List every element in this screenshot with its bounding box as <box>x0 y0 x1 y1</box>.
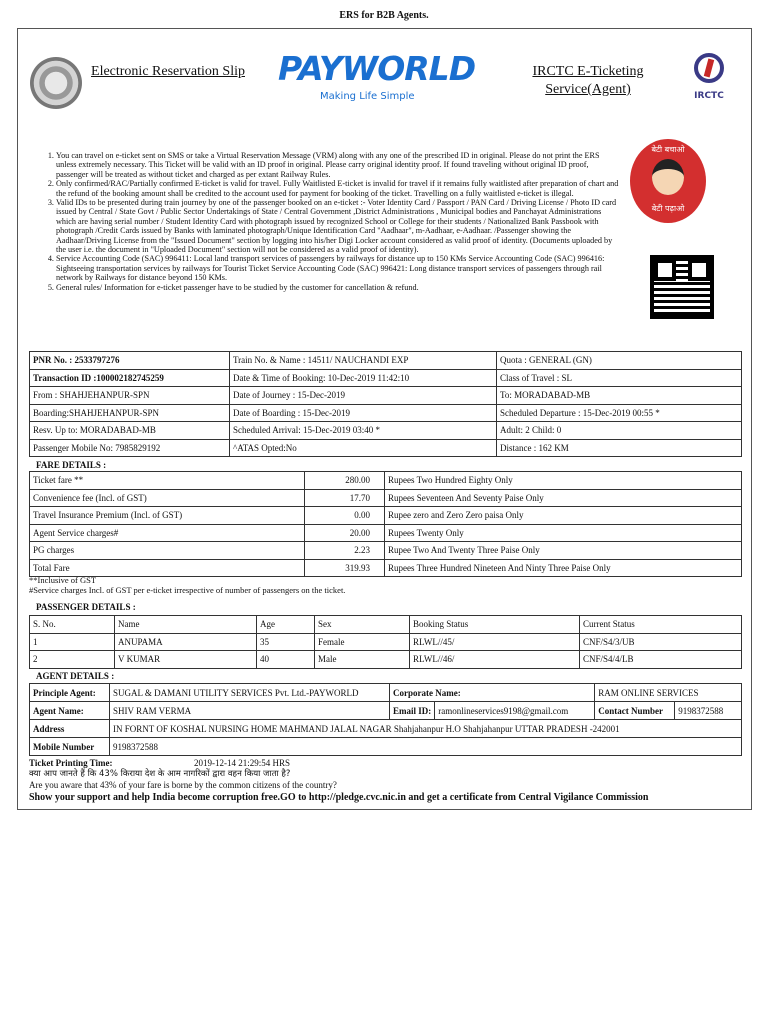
passenger-sex: Male <box>315 651 410 669</box>
table-row <box>30 422 742 440</box>
fare-label: Total Fare <box>30 559 305 577</box>
badge-bottom-text: बेटी पढ़ाओ <box>651 204 685 213</box>
table-row <box>30 507 742 525</box>
fare-notes <box>29 575 345 595</box>
printing-time-label: Ticket Printing Time: <box>29 758 113 768</box>
boarding-date-cell: Date of Boarding : 15-Dec-2019 <box>230 404 497 422</box>
ticket-frame <box>17 28 752 810</box>
column-header: Name <box>115 616 257 634</box>
booking-status: RLWL//46/ <box>410 651 580 669</box>
service-charge-note: #Service charges Incl. of GST per e-ticket irrespective of number of passengers on the ticket. <box>29 585 346 595</box>
transaction-cell: Transaction ID :100002182745259 <box>30 369 230 387</box>
departure-cell: Scheduled Departure : 15-Dec-2019 00:55 * <box>497 404 742 422</box>
rules-list <box>40 151 622 292</box>
column-header: S. No. <box>30 616 115 634</box>
table-row <box>30 472 742 490</box>
atas-cell: ^ATAS Opted:No <box>230 439 497 457</box>
fare-label: PG charges <box>30 542 305 560</box>
passenger-sno: 1 <box>30 633 115 651</box>
table-row <box>30 559 742 577</box>
quota-cell: Quota : GENERAL (GN) <box>497 352 742 370</box>
fare-words: Rupees Seventeen And Seventy Paise Only <box>385 489 742 507</box>
beti-bachao-badge <box>630 139 706 223</box>
contact-label: Contact Number <box>595 702 675 720</box>
column-header: Booking Status <box>410 616 580 634</box>
rule-item: 3. Valid IDs to be presented during train journey by one of the passenger booked on an e-ticket :- Voter Identity Card / Passport / PAN Card / Driving License / Photo ID card issued by Central / State Govt / Public Sector Undertakings of State / Central Government ,District Administrations , Municipal bodies and Panchayat Administrations which are having serial number / Student Identity Card with photograph issued by recognized School or College for their students / Nationalized Bank Passbook with photograph /Credit Cards issued by Banks with laminated photograph/Unique Identification Card "Aadhaar", m-Aadhaar, e-Aadhaar. /Passenger showing the Aadhaar/Driving License from the "Issued Document" section by logging into his/her Digi Locker account considered as valid proof of identity. (Documents uploaded by the user i.e. the document in "Uploaded Document" section will not be considered as a valid proof of identity). <box>56 198 622 254</box>
fare-amount: 319.93 <box>305 559 385 577</box>
table-row <box>30 524 742 542</box>
mobile-cell: Passenger Mobile No: 7985829192 <box>30 439 230 457</box>
fare-label: Ticket fare ** <box>30 472 305 490</box>
table-row <box>30 651 742 669</box>
payworld-brand: PAYWORLD <box>278 49 476 88</box>
fare-words: Rupees Three Hundred Nineteen And Ninty Three Paise Only <box>385 559 742 577</box>
page-title: ERS for B2B Agents. <box>339 10 429 21</box>
table-row <box>30 702 742 720</box>
passenger-sex: Female <box>315 633 410 651</box>
mobile-number-value: 9198372588 <box>110 738 742 756</box>
passenger-count-cell: Adult: 2 Child: 0 <box>497 422 742 440</box>
irctc-logo-text: IRCTC <box>694 91 724 101</box>
address-label: Address <box>30 720 110 738</box>
rule-item: 4. Service Accounting Code (SAC) 996411: Local land transport services of passengers by railways for distance up to 150 KMs Service Accounting Code (SAC) 996416: Sightseeing transportation services by railways for Tourist Ticket Service Accounting Code (SAC) 996421: Long distance transport services of passengers through rail network by Railways for distance beyond 150 KMs. <box>56 254 622 282</box>
fare-amount: 20.00 <box>305 524 385 542</box>
fare-label: Convenience fee (Incl. of GST) <box>30 489 305 507</box>
booking-time-cell: Date & Time of Booking: 10-Dec-2019 11:42:10 <box>230 369 497 387</box>
column-header: Sex <box>315 616 410 634</box>
arrival-cell: Scheduled Arrival: 15-Dec-2019 03:40 * <box>230 422 497 440</box>
boarding-cell: Boarding:SHAHJEHANPUR-SPN <box>30 404 230 422</box>
payworld-logo <box>266 45 476 107</box>
corporate-name-value: RAM ONLINE SERVICES <box>595 684 742 702</box>
badge-top-text: बेटी बचाओ <box>651 145 685 154</box>
current-status: CNF/S4/4/LB <box>580 651 742 669</box>
rule-item: 5. General rules/ Information for e-ticket passenger have to be studied by the customer for cancellation & refund. <box>56 283 622 292</box>
mobile-number-label: Mobile Number <box>30 738 110 756</box>
passenger-table <box>29 615 742 669</box>
passenger-age: 40 <box>257 651 315 669</box>
agent-section-title: AGENT DETAILS : <box>36 671 115 681</box>
journey-info-table <box>29 351 742 457</box>
to-cell: To: MORADABAD-MB <box>497 387 742 405</box>
fare-words: Rupees Twenty Only <box>385 524 742 542</box>
rule-item: 1. You can travel on e-ticket sent on SMS or take a Virtual Reservation Message (VRM) along with any one of the prescribed ID in original. Please do not print the ERS unless extremely necessary. This Ticket will be valid with an ID proof in original. Please carry original identity proof. If found traveling without original ID proof, passenger will be treated as without ticket and charged as per extant Railway Rules. <box>56 151 622 179</box>
passenger-sno: 2 <box>30 651 115 669</box>
table-row <box>30 720 742 738</box>
email-value: ramonlineservices9198@gmail.com <box>435 702 595 720</box>
current-status: CNF/S4/3/UB <box>580 633 742 651</box>
table-row <box>30 738 742 756</box>
agent-name-label: Agent Name: <box>30 702 110 720</box>
passenger-name: ANUPAMA <box>115 633 257 651</box>
table-row <box>30 352 742 370</box>
fare-amount: 2.23 <box>305 542 385 560</box>
table-row <box>30 369 742 387</box>
irctc-emblem-icon <box>694 53 724 83</box>
corporate-name-label: Corporate Name: <box>390 684 595 702</box>
distance-cell: Distance : 162 KM <box>497 439 742 457</box>
passenger-age: 35 <box>257 633 315 651</box>
fare-words: Rupee Two And Twenty Three Paise Only <box>385 542 742 560</box>
column-header: Current Status <box>580 616 742 634</box>
agent-table <box>29 683 742 756</box>
gst-note: **Inclusive of GST <box>29 575 97 585</box>
ers-title: Electronic Reservation Slip <box>91 64 245 79</box>
fare-amount: 0.00 <box>305 507 385 525</box>
hindi-fare-message: क्या आप जानते हैं कि 43% किराया देश के आम नागरिकों द्वारा वहन किया जाता है? <box>29 769 291 779</box>
journey-date-cell: Date of Journey : 15-Dec-2019 <box>230 387 497 405</box>
payworld-tagline: Making Life Simple <box>320 91 415 102</box>
table-row <box>30 684 742 702</box>
column-header: Age <box>257 616 315 634</box>
fare-words: Rupees Two Hundred Eighty Only <box>385 472 742 490</box>
fare-section-title: FARE DETAILS : <box>36 460 107 470</box>
irctc-logo <box>684 51 734 107</box>
fare-label: Travel Insurance Premium (Incl. of GST) <box>30 507 305 525</box>
table-row <box>30 489 742 507</box>
girl-face-icon <box>652 159 684 195</box>
printing-time-value: 2019-12-14 21:29:54 HRS <box>194 758 291 768</box>
fare-table <box>29 471 742 577</box>
from-cell: From : SHAHJEHANPUR-SPN <box>30 387 230 405</box>
contact-value: 9198372588 <box>675 702 742 720</box>
address-value: IN FORNT OF KOSHAL NURSING HOME MAHMAND JALAL NAGAR Shahjahanpur H.O Shahjahanpur UTTAR PRADESH -242001 <box>110 720 742 738</box>
email-label: Email ID: <box>390 702 435 720</box>
principal-agent-value: SUGAL & DAMANI UTILITY SERVICES Pvt. Ltd.-PAYWORLD <box>110 684 390 702</box>
irctc-service-title: IRCTC E-Ticketing Service(Agent) <box>532 64 644 97</box>
table-header-row <box>30 616 742 634</box>
table-row <box>30 387 742 405</box>
table-row <box>30 542 742 560</box>
fare-label: Agent Service charges# <box>30 524 305 542</box>
railway-emblem-logo <box>30 57 82 109</box>
rule-item: 2. Only confirmed/RAC/Partially confirmed E-ticket is valid for travel. Fully Waitlisted E-ticket is invalid for travel if it remains fully waitlisted after preparation of chart and the refund of the booking amount shall be credited to the account used for payment for booking of the ticket. Travelling on a fully waitlisted e-ticket is illegal. <box>56 179 622 198</box>
class-cell: Class of Travel : SL <box>497 369 742 387</box>
passenger-name: V KUMAR <box>115 651 257 669</box>
ticket-footer <box>29 758 742 803</box>
fare-amount: 17.70 <box>305 489 385 507</box>
fare-subsidy-message: Are you aware that 43% of your fare is borne by the common citizens of the country? <box>29 780 337 790</box>
cvc-pledge-message: Show your support and help India become corruption free.GO to http://pledge.cvc.nic.in and get a certificate from Central Vigilance Commission <box>29 792 649 803</box>
passenger-section-title: PASSENGER DETAILS : <box>36 602 136 612</box>
table-row <box>30 439 742 457</box>
pnr-cell: PNR No. : 2533797276 <box>30 352 230 370</box>
principal-agent-label: Principle Agent: <box>30 684 110 702</box>
train-cell: Train No. & Name : 14511/ NAUCHANDI EXP <box>230 352 497 370</box>
agent-name-value: SHIV RAM VERMA <box>110 702 390 720</box>
booking-status: RLWL//45/ <box>410 633 580 651</box>
table-row <box>30 404 742 422</box>
fare-words: Rupee zero and Zero Zero paisa Only <box>385 507 742 525</box>
qr-code <box>650 255 714 319</box>
table-row <box>30 633 742 651</box>
fare-amount: 280.00 <box>305 472 385 490</box>
resv-upto-cell: Resv. Up to: MORADABAD-MB <box>30 422 230 440</box>
